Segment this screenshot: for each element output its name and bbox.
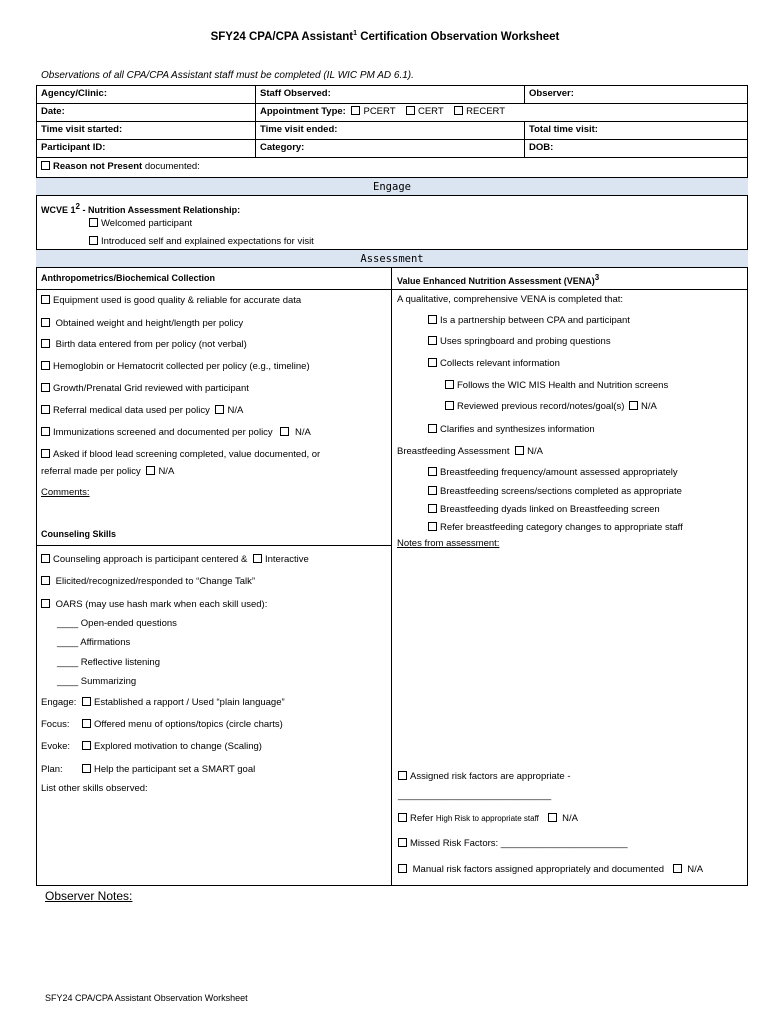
skill-label: Focus: xyxy=(41,719,70,730)
skill-item: Help the participant set a SMART goal xyxy=(82,764,255,775)
anthro-item: Referral medical data used per policy N/A xyxy=(41,405,243,416)
anthro-checkbox[interactable] xyxy=(41,449,50,458)
anthro-checkbox[interactable] xyxy=(41,427,50,436)
counseling-item: Counseling approach is participant centered & Interactive xyxy=(41,554,309,565)
vena-item: Reviewed previous record/notes/goal(s) N/A xyxy=(445,401,657,412)
na-checkbox[interactable] xyxy=(280,427,289,436)
anthro-checkbox[interactable] xyxy=(41,405,50,414)
observer-label: Observer: xyxy=(529,88,574,99)
anthro-item: referral made per policy N/A xyxy=(41,466,175,477)
oars-item: ____ Open-ended questions xyxy=(57,618,177,629)
risk-assigned: Assigned risk factors are appropriate - xyxy=(398,771,571,782)
risk-line: _____________________________ xyxy=(398,790,552,801)
skill-item: Explored motivation to change (Scaling) xyxy=(82,741,262,752)
skill-checkbox[interactable] xyxy=(82,741,91,750)
manual-risk: Manual risk factors assigned appropriately and documented N/A xyxy=(398,864,703,875)
na-checkbox[interactable] xyxy=(215,405,224,414)
na-checkbox[interactable] xyxy=(548,813,557,822)
recert-checkbox[interactable] xyxy=(454,106,463,115)
staff-observed-label: Staff Observed: xyxy=(260,88,331,99)
vena-checkbox[interactable] xyxy=(445,401,454,410)
page-footer: SFY24 CPA/CPA Assistant Observation Worksheet xyxy=(45,993,248,1003)
interactive-checkbox[interactable] xyxy=(253,554,262,563)
skill-label: Plan: xyxy=(41,764,63,775)
vena-checkbox[interactable] xyxy=(428,358,437,367)
bf-checkbox[interactable] xyxy=(428,522,437,531)
intro-text: Observations of all CPA/CPA Assistant staff must be completed (IL WIC PM AD 6.1). xyxy=(41,70,414,81)
vena-intro: A qualitative, comprehensive VENA is completed that: xyxy=(397,294,624,305)
engage-band: Engage xyxy=(36,177,748,196)
anthro-checkbox[interactable] xyxy=(41,295,50,304)
cert-checkbox[interactable] xyxy=(406,106,415,115)
skill-checkbox[interactable] xyxy=(82,719,91,728)
list-other-label: List other skills observed: xyxy=(41,783,148,794)
na-checkbox[interactable] xyxy=(515,446,524,455)
skill-label: Evoke: xyxy=(41,741,71,752)
skill-label: Engage: xyxy=(41,697,77,708)
date-label: Date: xyxy=(41,106,65,117)
anthro-item: Equipment used is good quality & reliable for accurate data xyxy=(41,295,301,306)
vena-item: Follows the WIC MIS Health and Nutrition screens xyxy=(445,380,668,391)
oars-item: ____ Summarizing xyxy=(57,676,137,687)
vena-checkbox[interactable] xyxy=(428,315,437,324)
time-ended-label: Time visit ended: xyxy=(260,124,338,135)
reason-not-present-checkbox[interactable] xyxy=(41,161,50,170)
vena-checkbox[interactable] xyxy=(445,380,454,389)
agency-label: Agency/Clinic: xyxy=(41,88,107,99)
total-time-label: Total time visit: xyxy=(529,124,598,135)
engage-item: Welcomed participant xyxy=(89,218,192,229)
counseling-checkbox[interactable] xyxy=(41,576,50,585)
vena-item: Clarifies and synthesizes information xyxy=(428,424,595,435)
engage-heading: WCVE $1^2$ - Nutrition Assessment Relationship: xyxy=(41,202,241,215)
anthro-item: Immunizations screened and documented per policy N/A xyxy=(41,427,311,438)
skill-item: Offered menu of options/topics (circle charts) xyxy=(82,719,283,730)
anthro-item: Obtained weight and height/length per policy xyxy=(41,318,243,329)
skill-item: Established a rapport / Used “plain language” xyxy=(82,697,285,708)
anthro-item: Birth data entered from per policy (not verbal) xyxy=(41,339,247,350)
counseling-checkbox[interactable] xyxy=(41,599,50,608)
refer-checkbox[interactable] xyxy=(398,813,407,822)
bf-item: Breastfeeding frequency/amount assessed appropriately xyxy=(428,467,678,478)
bf-checkbox[interactable] xyxy=(428,504,437,513)
bf-checkbox[interactable] xyxy=(428,467,437,476)
na-checkbox[interactable] xyxy=(673,864,682,873)
na-checkbox[interactable] xyxy=(146,466,155,475)
vena-item: Collects relevant information xyxy=(428,358,560,369)
oars-item: ____ Reflective listening xyxy=(57,657,160,668)
dob-label: DOB: xyxy=(529,142,554,153)
anthro-checkbox[interactable] xyxy=(41,318,50,327)
counseling-item: OARS (may use hash mark when each skill used): xyxy=(41,599,267,610)
anthro-checkbox[interactable] xyxy=(41,361,50,370)
anthro-item: Hemoglobin or Hematocrit collected per policy (e.g., timeline) xyxy=(41,361,310,372)
manual-checkbox[interactable] xyxy=(398,864,407,873)
missed-checkbox[interactable] xyxy=(398,838,407,847)
introduced-checkbox[interactable] xyxy=(89,236,98,245)
bf-item: Refer breastfeeding category changes to appropriate staff xyxy=(428,522,683,533)
time-started-label: Time visit started: xyxy=(41,124,123,135)
bf-checkbox[interactable] xyxy=(428,486,437,495)
anthro-checkbox[interactable] xyxy=(41,383,50,392)
vena-item: Is a partnership between CPA and participant xyxy=(428,315,630,326)
anthro-checkbox[interactable] xyxy=(41,339,50,348)
counseling-checkbox[interactable] xyxy=(41,554,50,563)
observer-notes-label: Observer Notes: xyxy=(45,889,133,903)
counseling-header: Counseling Skills xyxy=(41,529,117,539)
skill-checkbox[interactable] xyxy=(82,697,91,706)
page-title: SFY24 CPA/CPA Assistant$^1$ Certification Observation Worksheet xyxy=(210,30,560,43)
vena-checkbox[interactable] xyxy=(428,336,437,345)
risk-checkbox[interactable] xyxy=(398,771,407,780)
bf-item: Breastfeeding dyads linked on Breastfeeding screen xyxy=(428,504,660,515)
na-checkbox[interactable] xyxy=(629,401,638,410)
counseling-item: Elicited/recognized/responded to “Change Talk” xyxy=(41,576,255,587)
bf-item: Breastfeeding screens/sections completed as appropriate xyxy=(428,486,682,497)
anthro-item: Asked if blood lead screening completed, value documented, or xyxy=(41,449,320,460)
oars-item: ____ Affirmations xyxy=(57,637,131,648)
appointment-type: Appointment Type: PCERT CERT RECERT xyxy=(260,106,506,117)
anthro-header: Anthropometrics/Biochemical Collection xyxy=(41,273,216,283)
skill-checkbox[interactable] xyxy=(82,764,91,773)
notes-from-assessment: Notes from assessment: xyxy=(397,538,500,549)
welcomed-checkbox[interactable] xyxy=(89,218,98,227)
engage-item: Introduced self and explained expectations for visit xyxy=(89,236,314,247)
category-label: Category: xyxy=(260,142,305,153)
vena-header: Value Enhanced Nutrition Assessment (VENA)$^3$ xyxy=(397,273,600,286)
participant-id-label: Participant ID: xyxy=(41,142,106,153)
missed-risk: Missed Risk Factors: ________________________ xyxy=(398,838,628,849)
vena-item: Uses springboard and probing questions xyxy=(428,336,611,347)
assessment-band: Assessment xyxy=(36,249,748,268)
refer-high-risk: Refer High Risk to appropriate staff N/A xyxy=(398,813,578,824)
pcert-checkbox[interactable] xyxy=(351,106,360,115)
bf-assessment: Breastfeeding Assessment N/A xyxy=(397,446,543,457)
anthro-item: Growth/Prenatal Grid reviewed with participant xyxy=(41,383,249,394)
reason-not-present: Reason not Present documented: xyxy=(41,161,200,172)
comments-label: Comments: xyxy=(41,487,90,498)
vena-checkbox[interactable] xyxy=(428,424,437,433)
